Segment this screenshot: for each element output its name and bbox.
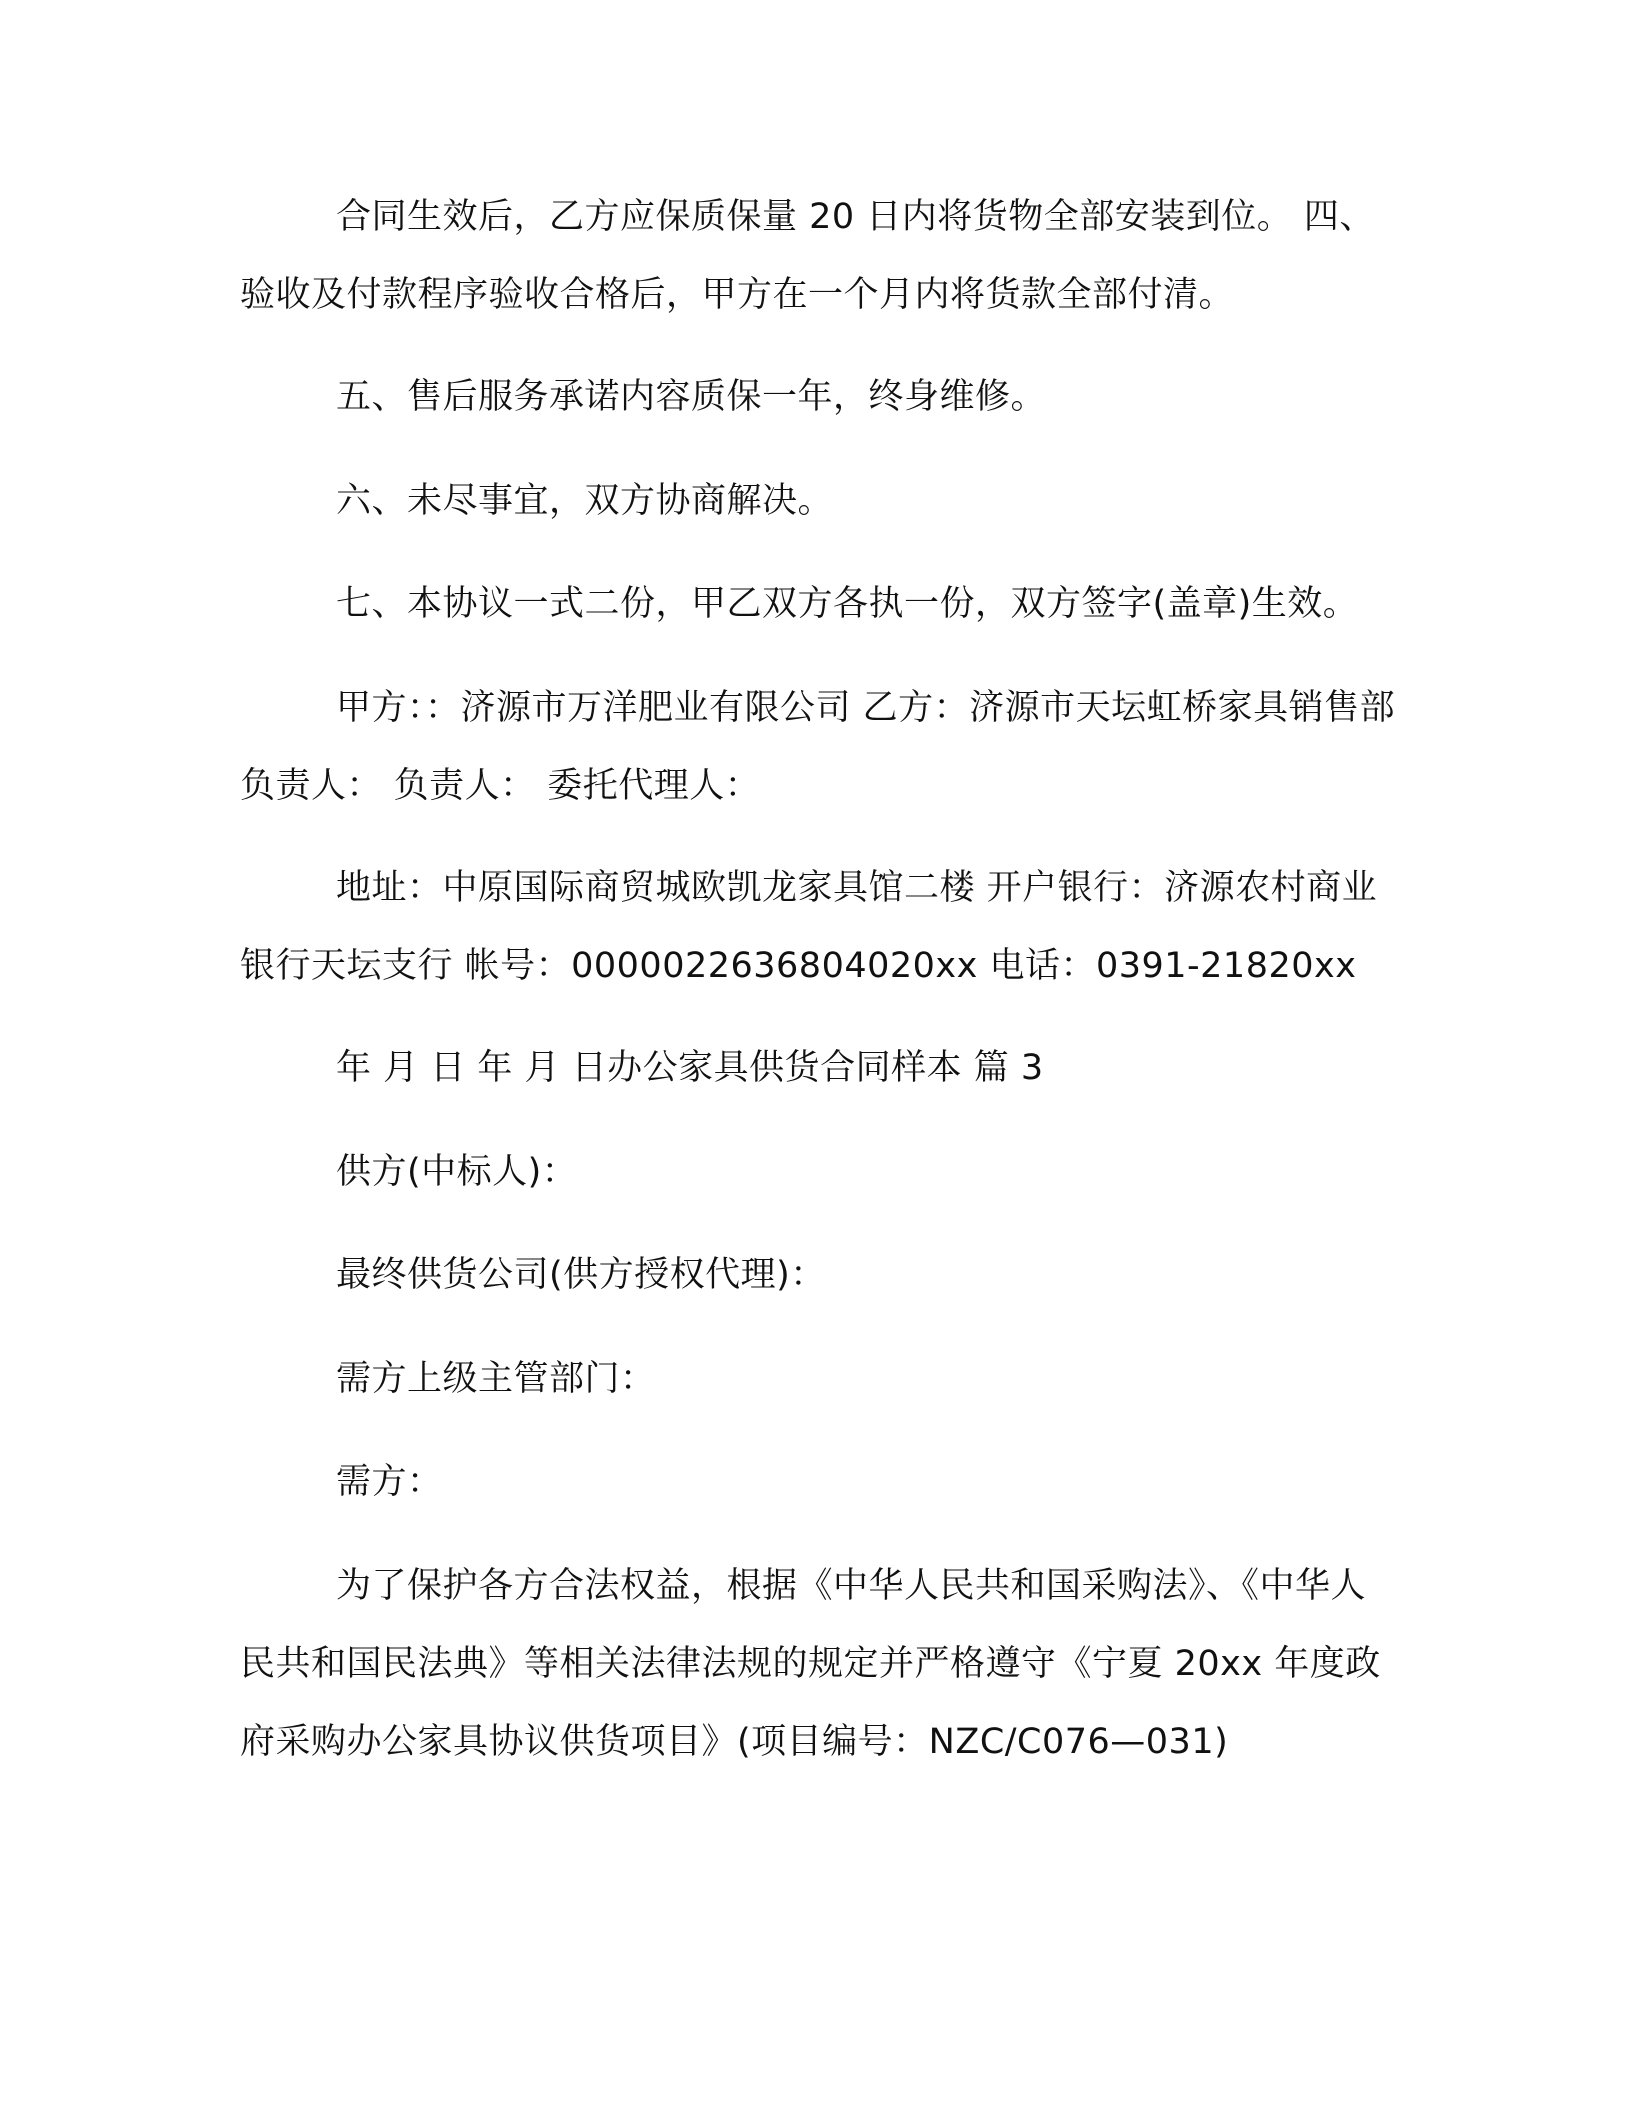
paragraph-after-sales: 五、售后服务承诺内容质保一年，终身维修。 [336,377,1047,417]
paragraph-installation-payment: 合同生效后，乙方应保质保量 20 日内将货物全部安装到位。 四、验收及付款程序验收合格后，甲方在一个月内将货款全部付清。 [240,197,1375,315]
paragraph-unresolved-matters: 六、未尽事宜，双方协商解决。 [336,481,834,521]
paragraph-date-heading: 年 月 日 年 月 日办公家具供货合同样本 篇 3 [336,1048,1044,1088]
paragraph-legal-basis: 为了保护各方合法权益，根据《中华人民共和国采购法》、《中华人民共和国民法典》等相关法律法规的规定并严格遵守《宁夏 20xx 年度政府采购办公家具协议供货项目》(项目编号：NZC/C076—031) [240,1566,1381,1762]
paragraph-supplier: 供方(中标人)： [336,1152,578,1192]
paragraph-final-supplier: 最终供货公司(供方授权代理)： [336,1255,826,1295]
paragraph-copies: 七、本协议一式二份，甲乙双方各执一份，双方签字(盖章)生效。 [336,584,1359,624]
paragraph-buyer-authority: 需方上级主管部门： [336,1359,656,1399]
paragraph-parties: 甲方：：济源市万洋肥业有限公司 乙方：济源市天坛虹桥家具销售部 负责人： 负责人： 委托代理人： [240,688,1396,806]
paragraph-address-bank: 地址：中原国际商贸城欧凯龙家具馆二楼 开户银行：济源农村商业银行天坛支行 帐号：0000022636804020xx 电话：0391-21820xx [240,868,1378,986]
paragraph-buyer: 需方： [336,1462,443,1502]
